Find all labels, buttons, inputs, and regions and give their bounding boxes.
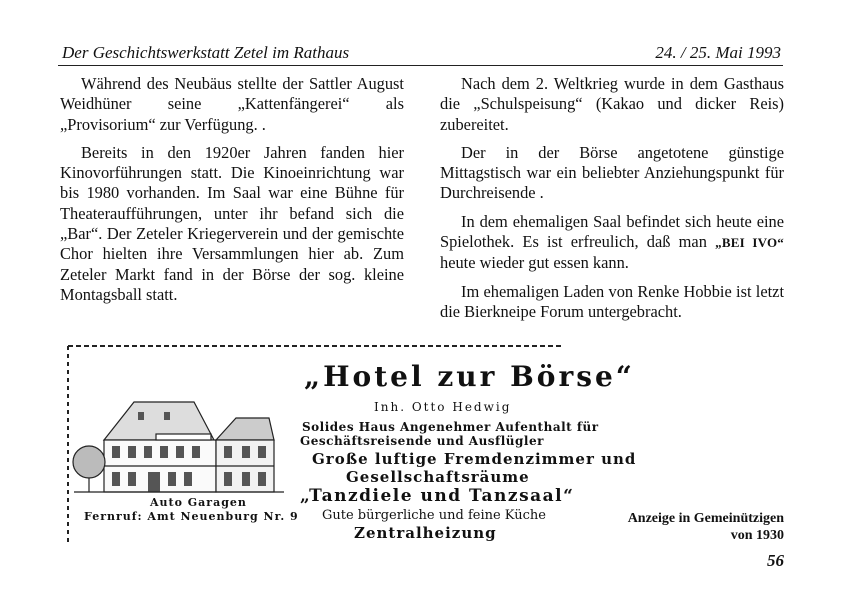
right-column: [440, 74, 784, 330]
hotel-building-drawing: [73, 402, 284, 492]
paragraph: Bereits in den 1920er Jahren fanden hier Kinovorführungen statt. Die Kinoeinrichtung war bis 1980 vorhanden. Im Saal war eine Bühne für Theateraufführungen, unter ihr befand sich die „Bar“. Der Zeteler Kriegerverein und der gemischte Chor hielten ihre Versammlungen hier ab. Zum Zeteler Markt fand in der Börse der sog. kleine Montagsball statt.: [60, 142, 404, 304]
ad-line: Geschäftsreisende und Ausflügler: [300, 434, 544, 448]
hotel-name: „Hotel zur Börse“: [304, 360, 635, 393]
paragraph-text: In dem ehemaligen Saal befindet sich heute eine Spielothek. Es ist erfreulich, daß man: [440, 211, 784, 252]
paragraph: Im ehemaligen Laden von Renke Hobbie ist letzt die Bierkneipe Forum untergebracht.: [440, 281, 784, 321]
restaurant-name: „BEI IVO“: [715, 235, 785, 251]
owner-line: Inh. Otto Hedwig: [374, 400, 512, 414]
caption-line: von 1930: [730, 528, 784, 543]
ad-line: Zentralheizung: [354, 524, 497, 542]
ad-line: Solides Haus Angenehmer Aufenthalt für: [302, 420, 599, 434]
page-header: [58, 43, 783, 66]
phone-line: Fernruf: Amt Neuenburg Nr. 9: [84, 510, 299, 523]
paragraph: [440, 212, 784, 274]
paragraph: Während des Neubäus stellte der Sattler August Weidhüner seine „Kattenfängerei“ als „Provisorium“ zur Verfügung. .: [60, 74, 404, 134]
paragraph: Nach dem 2. Weltkrieg wurde in dem Gasthaus die „Schulspeisung“ (Kakao und dicker Reis) zubereitet.: [440, 74, 784, 134]
caption-line: Anzeige in Gemeinützigen: [627, 511, 784, 526]
garage-line: Auto Garagen: [150, 496, 247, 509]
hotel-advertisement: [64, 340, 637, 550]
ad-line: Gute bürgerliche und feine Küche: [322, 508, 546, 523]
ad-line: Große luftige Fremdenzimmer und: [312, 450, 637, 468]
ad-line: Gesellschaftsräume: [346, 468, 530, 486]
ad-line: „Tanzdiele und Tanzsaal“: [300, 486, 575, 506]
header-date: 24. / 25. Mai 1993: [655, 43, 781, 62]
paragraph: Der in der Börse angetotene günstige Mittagstisch war ein beliebter Anziehungspunkt für Durchreisende .: [440, 142, 784, 203]
left-column: [60, 74, 404, 313]
page-number: 56: [767, 551, 784, 570]
advertisement-caption: [628, 510, 784, 544]
paragraph-text: heute wieder gut essen kann.: [440, 253, 629, 273]
header-title: Der Geschichtswerkstatt Zetel im Rathaus: [62, 43, 350, 62]
